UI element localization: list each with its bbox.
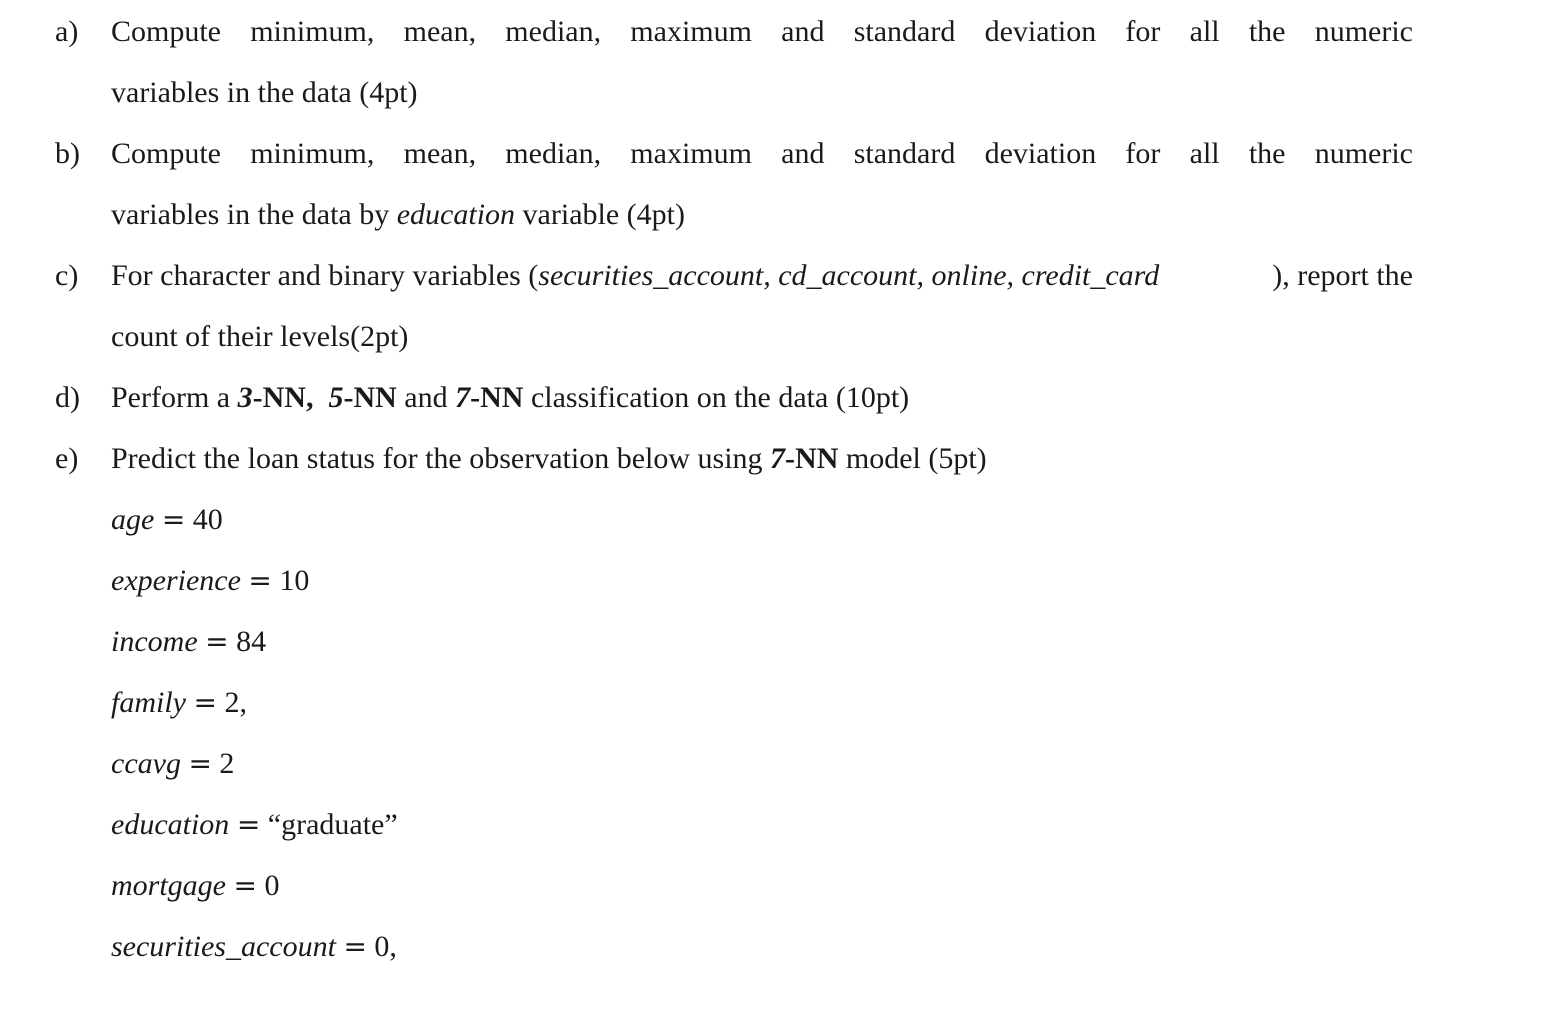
question-e-nn: -NN <box>785 442 839 475</box>
question-e-pre: Predict the loan status for the observation below using <box>111 442 771 475</box>
observation-income-value: 84 <box>236 625 267 658</box>
observation-income-name: income <box>111 625 198 658</box>
observation-education-name: education <box>111 808 230 841</box>
observation-experience-name: experience <box>111 564 241 597</box>
observation-family-name: family <box>111 686 186 719</box>
question-c-variable-list: securities_account, cd_account, online, credit_card <box>538 259 1160 292</box>
observation-income <box>111 627 266 657</box>
question-b-marker: b) <box>55 137 80 170</box>
observation-family <box>111 688 247 718</box>
question-d-pre: Perform a <box>111 381 238 414</box>
question-c-line-1-rest <box>538 261 1413 291</box>
observation-education <box>111 810 398 840</box>
observation-ccavg-eq: = <box>188 747 212 780</box>
question-d-k7: 7 <box>455 381 471 414</box>
observation-education-eq: = <box>236 808 261 841</box>
observation-education-value: “graduate” <box>267 808 398 841</box>
question-c-line-1-pre: For character and binary variables ( <box>111 259 539 292</box>
question-b-line-2-pre: variables in the data by <box>111 198 397 231</box>
observation-mortgage-name: mortgage <box>111 869 226 902</box>
observation-age-value: 40 <box>192 503 223 536</box>
question-a-marker: a) <box>55 15 79 48</box>
question-d-marker: d) <box>55 381 80 414</box>
question-e-line <box>111 444 1413 474</box>
observation-experience-eq: = <box>248 564 272 597</box>
observation-securities-account-eq: = <box>343 930 367 963</box>
observation-securities-account <box>111 932 397 962</box>
observation-family-eq: = <box>193 686 217 719</box>
question-d-nn2: -NN <box>343 381 397 414</box>
observation-age-name: age <box>111 503 155 536</box>
question-e-k7: 7 <box>770 442 786 475</box>
question-d-line <box>111 383 1413 413</box>
observation-mortgage-eq: = <box>233 869 257 902</box>
question-d-mid: and <box>396 381 456 414</box>
observation-age <box>111 505 223 535</box>
question-c-marker: c) <box>55 259 79 292</box>
question-d-k5: 5 <box>328 381 344 414</box>
observation-mortgage <box>111 871 279 901</box>
observation-securities-account-name: securities_account <box>111 930 336 963</box>
observation-mortgage-value: 0 <box>264 869 280 902</box>
question-a-line-1: Compute minimum, mean, median, maximum and standard deviation for all the numeric <box>111 15 1413 48</box>
question-a-line-2: variables in the data (4pt) <box>111 76 418 109</box>
observation-securities-account-value: 0, <box>374 930 397 963</box>
question-e-post: model (5pt) <box>838 442 987 475</box>
observation-age-eq: = <box>161 503 186 536</box>
observation-ccavg-value: 2 <box>219 747 235 780</box>
question-d-nn3: -NN <box>470 381 524 414</box>
observation-income-eq: = <box>205 625 229 658</box>
question-d-post: classification on the data (10pt) <box>523 381 910 414</box>
observation-ccavg-name: ccavg <box>111 747 181 780</box>
question-b-line-1: Compute minimum, mean, median, maximum and standard deviation for all the numeric <box>111 137 1413 170</box>
question-d-nn1: -NN, <box>252 381 329 414</box>
question-b-education-var: education <box>396 198 516 231</box>
observation-family-value: 2, <box>224 686 247 719</box>
question-c-line-1-post: ), report the <box>1272 259 1413 292</box>
question-b-line-2-post: variable (4pt) <box>515 198 685 231</box>
question-d-k3: 3 <box>237 381 253 414</box>
question-c-line-1 <box>111 261 1413 291</box>
question-e-marker: e) <box>55 442 79 475</box>
observation-experience <box>111 566 309 596</box>
observation-ccavg <box>111 749 234 779</box>
question-c-line-2: count of their levels(2pt) <box>111 320 409 353</box>
observation-experience-value: 10 <box>279 564 310 597</box>
question-b-line-2 <box>111 200 1413 230</box>
